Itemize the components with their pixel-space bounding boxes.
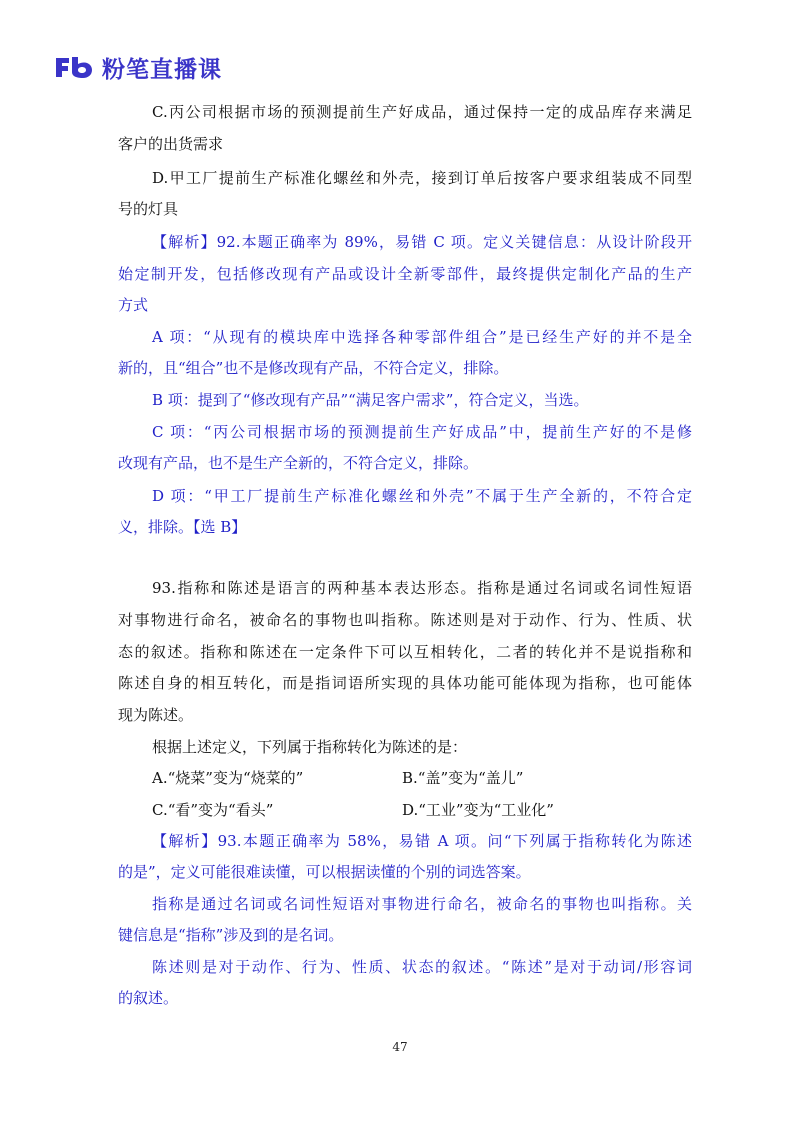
brand-logo bbox=[54, 52, 222, 82]
question-93-option-c: C.“看”变为“看头” bbox=[152, 801, 274, 819]
analysis-92-line: 【解析】92.本题正确率为 89%，易错 C 项。定义关键信息：从设计阶段开 bbox=[152, 233, 692, 251]
analysis-92-option-c: C 项：“丙公司根据市场的预测提前生产好成品”中，提前生产好的不是修 bbox=[152, 423, 692, 441]
page-number: 47 bbox=[392, 1040, 408, 1054]
question-93-option-a: A.“烧菜”变为“烧菜的” bbox=[152, 769, 304, 787]
question-93-option-d: D.“工业”变为“工业化” bbox=[402, 801, 554, 819]
prev-option-c-line: 客户的出货需求 bbox=[118, 135, 224, 153]
analysis-92-option-a: A 项：“从现有的模块库中选择各种零部件组合”是已经生产好的并不是全 bbox=[152, 328, 692, 346]
question-93-line: 现为陈述。 bbox=[118, 706, 194, 724]
fb-logo-icon bbox=[54, 55, 94, 79]
analysis-92-option-c: 改现有产品，也不是生产全新的，不符合定义，排除。 bbox=[118, 454, 479, 472]
analysis-93-paragraph: 指称是通过名词或名词性短语对事物进行命名，被命名的事物也叫指称。关 bbox=[152, 895, 692, 913]
analysis-92-option-a: 新的，且“组合”也不是修改现有产品，不符合定义，排除。 bbox=[118, 359, 509, 377]
analysis-92-option-d: D 项：“甲工厂提前生产标准化螺丝和外壳”不属于生产全新的，不符合定 bbox=[152, 487, 692, 505]
question-93-line: 陈述自身的相互转化，而是指词语所实现的具体功能可能体现为指称，也可能体 bbox=[118, 674, 692, 692]
analysis-93-line: 【解析】93.本题正确率为 58%，易错 A 项。问“下列属于指称转化为陈述 bbox=[152, 832, 692, 850]
question-93-line: 对事物进行命名，被命名的事物也叫指称。陈述则是对于动作、行为、性质、状 bbox=[118, 611, 692, 629]
analysis-92-option-d: 义，排除。【选 B】 bbox=[118, 518, 247, 536]
analysis-92-line: 方式 bbox=[118, 296, 149, 314]
prev-option-d-line: 号的灯具 bbox=[118, 200, 179, 218]
prev-option-d-line: D.甲工厂提前生产标准化螺丝和外壳，接到订单后按客户要求组装成不同型 bbox=[152, 169, 692, 187]
question-93-option-b: B.“盖”变为“盖儿” bbox=[402, 769, 524, 787]
analysis-92-line: 始定制开发，包括修改现有产品或设计全新零部件，最终提供定制化产品的生产 bbox=[118, 265, 692, 283]
analysis-93-paragraph: 键信息是“指称”涉及到的是名词。 bbox=[118, 926, 344, 944]
analysis-93-paragraph: 的叙述。 bbox=[118, 989, 179, 1007]
analysis-93-paragraph: 陈述则是对于动作、行为、性质、状态的叙述。“陈述”是对于动词/形容词 bbox=[152, 958, 692, 976]
question-93-prompt: 根据上述定义，下列属于指称转化为陈述的是： bbox=[152, 738, 468, 756]
prev-option-c-line: C.丙公司根据市场的预测提前生产好成品，通过保持一定的成品库存来满足 bbox=[152, 103, 692, 121]
question-93-line: 态的叙述。指称和陈述在一定条件下可以互相转化，二者的转化并不是说指称和 bbox=[118, 643, 692, 661]
analysis-92-option-b: B 项：提到了“修改现有产品”“满足客户需求”，符合定义，当选。 bbox=[152, 391, 589, 409]
brand-name: 粉笔直播课 bbox=[102, 56, 222, 83]
question-93-line: 93.指称和陈述是语言的两种基本表达形态。指称是通过名词或名词性短语 bbox=[152, 579, 692, 597]
analysis-93-line: 的是”，定义可能很难读懂，可以根据读懂的个别的词选答案。 bbox=[118, 863, 531, 881]
